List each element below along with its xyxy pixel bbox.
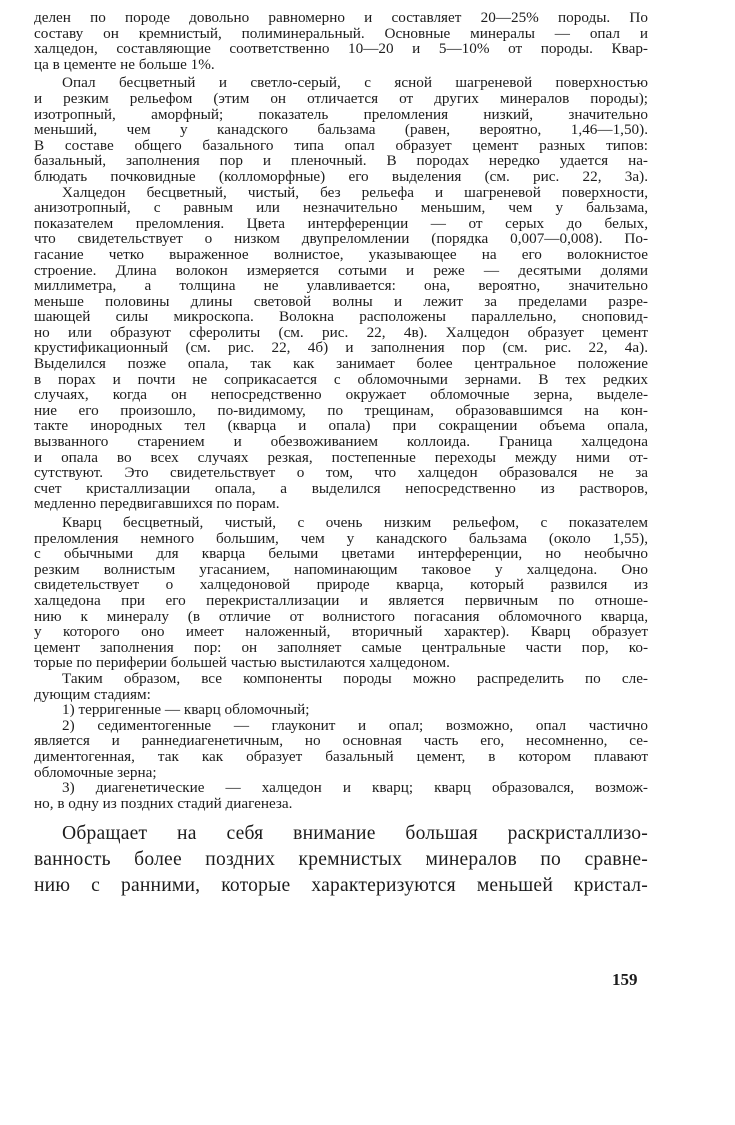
text-line: является и раннедиагенетичным, но основная часть его, несомненно, се- [34, 732, 648, 750]
text-line: обломочные зерна; [34, 763, 157, 781]
text-line: ние его произошло, по-видимому, по трещинам, образовавшимся на кон- [34, 401, 648, 419]
list-item: 2) седиментогенные — глауконит и опал; возможно, опал частично [62, 716, 648, 734]
text-line: гасание четко выраженное волнистое, указывающее на его волокнистое [34, 245, 648, 263]
text-line: в порах и почти не соприкасается с обломочными зернами. В тех редких [34, 370, 648, 388]
text-line: медленно передвигавшихся по порам. [34, 495, 280, 513]
text-line: В составе общего базального типа опал образует цемент разных типов: [34, 136, 648, 154]
text-line: миллиметра, а толщина не улавливается: она, вероятно, значительно [34, 277, 648, 295]
large-text-line: ванность более поздних кремнистых минералов по сравне- [34, 849, 648, 871]
text-line: Выделился позже опала, так как занимает более центральное положение [34, 355, 648, 373]
text-line: но или образуют сферолиты (см. рис. 22, 4в). Халцедон образует цемент [34, 323, 648, 341]
text-line: свидетельствует о халцедоновой природе кварца, который развился из [34, 576, 648, 594]
text-line: случаях, когда он непосредственно окружает обломочные зерна, выделе- [34, 386, 648, 404]
text-line: что свидетельствует о низком двупреломлении (порядка 0,007—0,008). По- [34, 230, 648, 248]
text-line: делен по породе довольно равномерно и составляет 20—25% породы. По [34, 9, 648, 26]
text-line: строение. Длина волокон измеряется сотыми и реже — десятыми долями [34, 261, 648, 279]
text-line: и опала во всех случаях резкая, постепенные переходы между ними от- [34, 448, 648, 466]
text-line: ца в цементе не больше 1%. [34, 55, 215, 73]
text-line: у которого оно имеет наложенный, вторичный характер). Кварц образует [34, 623, 648, 641]
text-line: блюдать почковидные (колломорфные) его выделения (см. рис. 22, 3а). [34, 167, 648, 185]
text-line: такте инородных тел (кварца и опала) при сокращении объема опала, [34, 417, 648, 435]
text-line: цемент заполнения пор: он заполняет самые центральные части пор, ко- [34, 638, 648, 656]
text-line: сутствуют. Это свидетельствует о том, что халцедон образовался не за [34, 464, 648, 482]
text-line: изотропный, аморфный; показатель преломления низкий, значительно [34, 105, 648, 123]
text-line: вызванного старением и обезвоживанием коллоида. Граница халцедона [34, 433, 648, 451]
text-line: дующим стадиям: [34, 685, 151, 703]
text-line: и резким рельефом (этим он отличается от других минералов породы); [34, 89, 648, 107]
text-line: нию к минералу (в отличие от волнистого погасания обломочного кварца, [34, 607, 648, 625]
list-item: 1) терригенные — кварц обломочный; [62, 701, 310, 719]
text-line: счет кристаллизации опала, а выделился непосредственно из растворов, [34, 479, 648, 497]
text-line: анизотропный, с равным или незначительно меньшим, чем у бальзама, [34, 199, 648, 217]
text-line: с обычными для кварца белыми цветами интерференции, но необычно [34, 545, 648, 563]
text-line: меньший, чем у канадского бальзама (равен, вероятно, 1,46—1,50). [34, 121, 648, 139]
text-line: халцедона при его перекристаллизации и является первичным по отноше- [34, 591, 648, 609]
text-line: базальный, заполнения пор и пленочный. В породах нередко удается на- [34, 152, 648, 170]
text-line: резким волнистым угасанием, напоминающим таковое у халцедона. Оно [34, 560, 648, 578]
text-line: Халцедон бесцветный, чистый, без рельефа и шагреневой поверхности, [62, 183, 648, 201]
text-line: торые по периферии большей частью выстилаются халцедоном. [34, 654, 450, 672]
text-line: составу он кремнистый, полиминеральный. Основные минералы — опал и [34, 24, 648, 42]
text-line: Опал бесцветный и светло-серый, с ясной шагреневой поверхностью [62, 74, 648, 92]
text-line: халцедон, составляющие соответственно 10—20 и 5—10% от породы. Квар- [34, 40, 648, 58]
list-item: 3) диагенетические — халцедон и кварц; кварц образовался, возмож- [62, 779, 648, 797]
text-line: крустификационный (см. рис. 22, 4б) и заполнения пор (см. рис. 22, 4а). [34, 339, 648, 357]
text-line: но, в одну из поздних стадий диагенеза. [34, 794, 293, 812]
text-line: меньше половины длины световой волны и лежит за пределами разре- [34, 292, 648, 310]
text-line: диментогенная, так как образует базальный цемент, в котором плавают [34, 747, 648, 765]
page-body [34, 10, 648, 899]
text-line: Кварц бесцветный, чистый, с очень низким рельефом, с показателем [62, 514, 648, 531]
text-line: преломления немного большим, чем у канадского бальзама (около 1,55), [34, 529, 648, 547]
large-text-line: Обращает на себя внимание большая раскристаллизо- [62, 823, 648, 845]
text-line: показателем преломления. Цвета интерференции — от серых до белых, [34, 214, 648, 232]
large-text-line: нию с ранними, которые характеризуются меньшей кристал- [34, 875, 648, 897]
text-line: шающей силы микроскопа. Волокна расположены параллельно, сноповид- [34, 308, 648, 326]
text-line: Таким образом, все компоненты породы можно распределить по сле- [62, 669, 648, 687]
page-number: 159 [612, 970, 638, 989]
